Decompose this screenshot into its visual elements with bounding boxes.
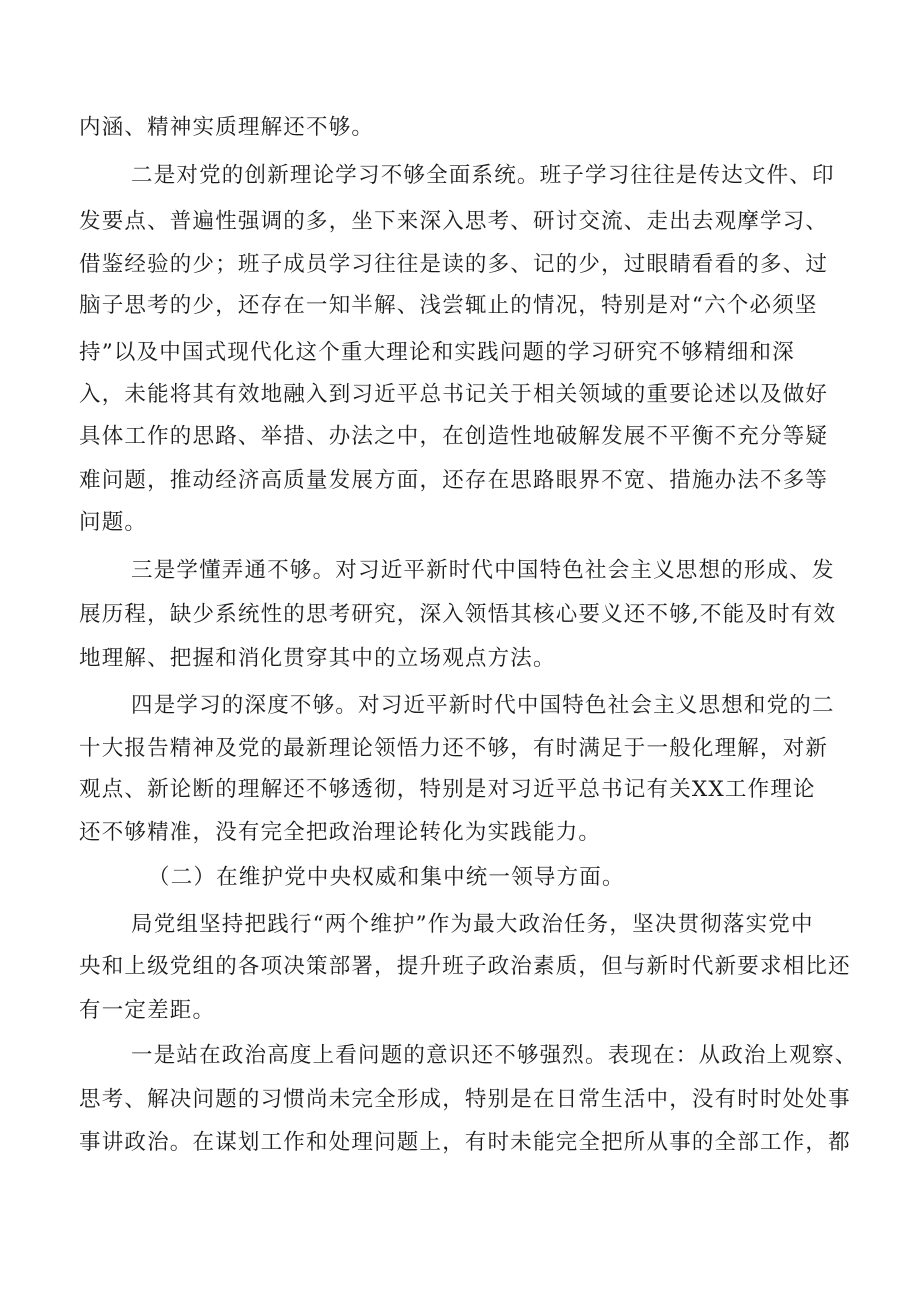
text-line-4: 借鉴经验的少；班子成员学习往往是读的多、记的少，过眼睛看看的多、过: [79, 252, 829, 277]
text-line-20: 央和上级党组的各项决策部署，提升班子政治素质，但与新时代新要求相比还: [79, 954, 851, 979]
text-line-21: 有一定差距。: [79, 998, 216, 1023]
text-line-8: 具体工作的思路、举措、办法之中，在创造性地破解发展不平衡不充分等疑: [79, 424, 829, 449]
text-line-17: 还不够精准，没有完全把政治理论转化为实践能力。: [79, 820, 602, 845]
text-line-15: 十大报告精神及党的最新理论领悟力还不够，有时满足于一般化理解，对新: [79, 736, 829, 761]
text-line-3: 发要点、普遍性强调的多，坐下来深入思考、研讨交流、走出去观摩学习、: [79, 209, 829, 234]
text-line-2: 二是对党的创新理论学习不够全面系统。班子学习往往是传达文件、印: [131, 163, 835, 188]
text-line-14: 四是学习的深度不够。对习近平新时代中国特色社会主义思想和党的二: [131, 693, 835, 718]
text-line-5: 脑子思考的少，还存在一知半解、浅尝辄止的情况，特别是对“六个必须坚: [79, 293, 818, 318]
text-line-1: 内涵、精神实质理解还不够。: [79, 115, 375, 140]
text-line-11: 三是学懂弄通不够。对习近平新时代中国特色社会主义思想的形成、发: [131, 558, 835, 583]
text-line-6: 持”以及中国式现代化这个重大理论和实践问题的学习研究不够精细和深: [79, 340, 795, 365]
text-line-24: 事讲政治。在谋划工作和处理问题上，有时未能完全把所从事的全部工作，都: [79, 1130, 851, 1155]
text-line-23: 思考、解决问题的习惯尚未完全形成，特别是在日常生活中，没有时时处处事: [79, 1087, 851, 1112]
text-line-13: 地理解、把握和消化贯穿其中的立场观点方法。: [79, 646, 556, 671]
section-heading: （二）在维护党中央权威和集中统一领导方面。: [148, 865, 625, 890]
text-line-22: 一是站在政治高度上看问题的意识还不够强烈。表现在：从政治上观察、: [131, 1043, 858, 1068]
text-line-16: 观点、新论断的理解还不够透彻，特别是对习近平总书记有关XX工作理论: [79, 777, 816, 802]
text-line-7: 入，未能将其有效地融入到习近平总书记关于相关领域的重要论述以及做好: [79, 382, 829, 407]
text-line-10: 问题。: [79, 510, 148, 535]
text-line-19: 局党组坚持把践行“两个维护”作为最大政治任务，坚决贯彻落实党中: [131, 912, 814, 937]
text-line-12: 展历程，缺少系统性的思考研究，深入领悟其核心要义还不够,不能及时有效: [79, 602, 837, 627]
text-line-9: 难问题，推动经济高质量发展方面，还存在思路眼界不宽、措施办法不多等: [79, 468, 829, 493]
